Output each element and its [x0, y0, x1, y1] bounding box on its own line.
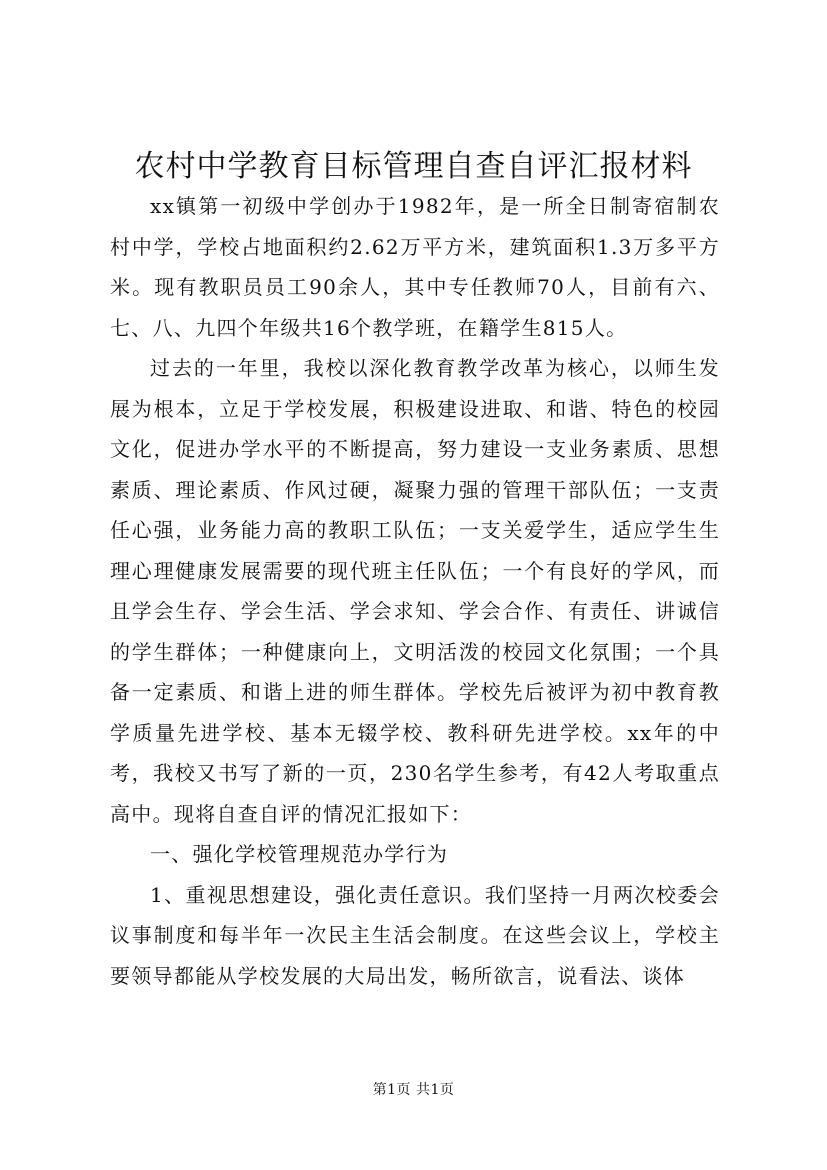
document-body — [110, 186, 720, 996]
paragraph-ideology: 1、重视思想建设，强化责任意识。我们坚持一月两次校委会议事制度和每半年一次民主生活会制度。在这些会议上，学校主要领导都能从学校发展的大局出发，畅所欲言，说看法、谈体 — [110, 882, 720, 988]
section-heading-management: 一、强化学校管理规范办学行为 — [150, 842, 449, 866]
page-footer: 第1页 共1页 — [372, 1082, 455, 1098]
paragraph-school-intro: xx镇第一初级中学创办于1982年，是一所全日制寄宿制农村中学，学校占地面积约2.62万平方米，建筑面积1.3万多平方米。现有教职员员工90余人，其中专任教师70人，目前有六、七、八、九四个年级共16个教学班，在籍学生815人。 — [110, 194, 720, 340]
paragraph-past-year: 过去的一年里，我校以深化教育教学改革为核心，以师生发展为根本，立足于学校发展，积极建设进取、和谐、特色的校园文化，促进办学水平的不断提高，努力建设一支业务素质、思想素质、理论素质、作风过硬，凝聚力强的管理干部队伍；一支责任心强，业务能力高的教职工队伍；一支关爱学生，适应学生生理心理健康发展需要的现代班主任队伍；一个有良好的学风，而且学会生存、学会生活、学会求知、学会合作、有责任、讲诚信的学生群体；一种健康向上，文明活泼的校园文化氛围；一个具备一定素质、和谐上进的师生群体。学校先后被评为初中教育教学质量先进学校、基本无辍学校、教科研先进学校。xx年的中考，我校又书写了新的一页，230名学生参考，有42人考取重点高中。现将自查自评的情况汇报如下： — [110, 356, 720, 826]
document-title: 农村中学教育目标管理自查自评汇报材料 — [134, 149, 693, 184]
